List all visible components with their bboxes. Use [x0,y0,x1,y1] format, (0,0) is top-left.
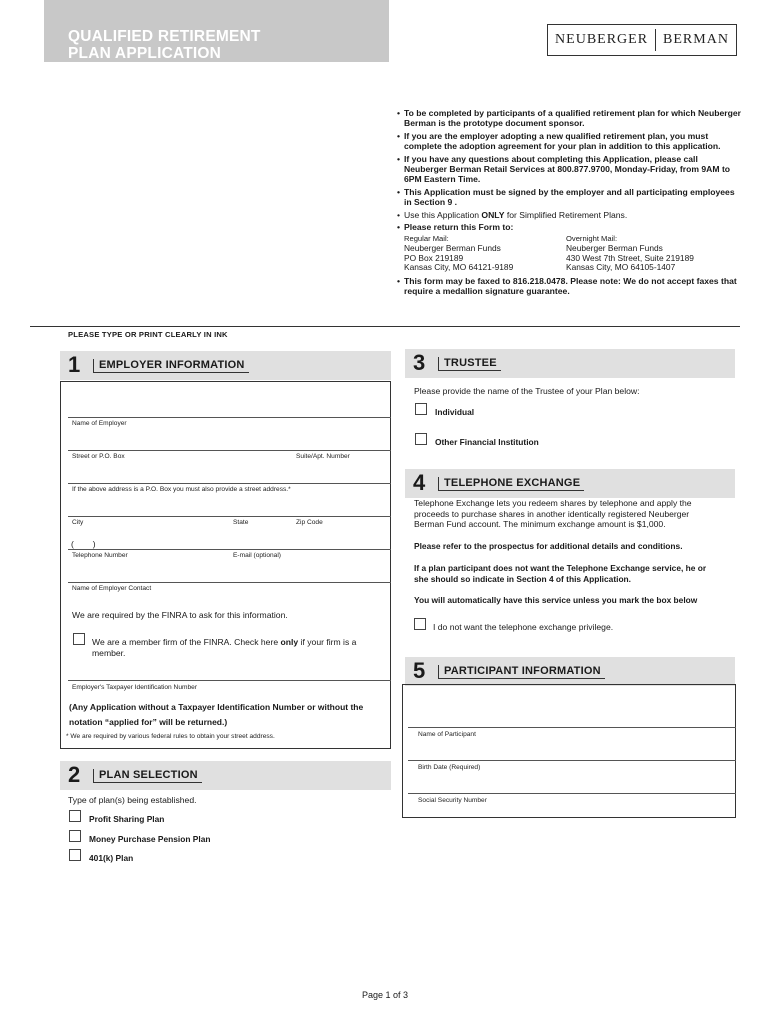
field-label: State [233,519,249,526]
address-label: Regular Mail: [404,234,449,244]
participant-name-field[interactable] [408,727,736,728]
address-line: Neuberger Berman Funds [404,243,501,254]
plan-type-intro: Type of plan(s) being established. [68,795,197,805]
phone-email-field[interactable] [68,549,391,550]
address-line: Kansas City, MO 64105-1407 [566,262,676,273]
section-title: TELEPHONE EXCHANGE [438,477,584,491]
instruction-item: • This Application must be signed by the employer and all participating employees in Section 9 . [397,187,742,208]
logo-right-word: BERMAN [663,32,729,47]
ssn-field[interactable] [408,793,736,794]
instruction-emphasis: ONLY [481,209,505,220]
city-state-zip-field[interactable] [68,516,391,517]
field-label: Name of Employer [72,420,127,427]
employer-info-box [60,381,391,749]
street-address-field[interactable] [68,483,391,484]
logo-separator [655,29,656,51]
section-1-header [60,351,391,380]
instructions-list [397,108,742,299]
section-title: PARTICIPANT INFORMATION [438,665,605,679]
tin-warning: (Any Application without a Taxpayer Identification Number or without the notation “applied for” will be returned.) [69,702,364,727]
address-line: 430 West 7th Street, Suite 219189 [566,252,694,263]
section-number: 5 [413,658,426,683]
field-label: Telephone Number [72,552,128,559]
section-number: 3 [413,350,426,375]
label-text: if your firm is a member. [92,637,357,658]
decline-exchange-checkbox[interactable] [414,618,426,630]
instruction-item: • If you are the employer adopting a new qualified retirement plan, you must complete the adoption agreement for your plan in addition to this application. [397,131,742,152]
option-label: 401(k) Plan [89,853,134,863]
address-footnote: * We are required by various federal rules to obtain your street address. [66,733,275,740]
field-label: Suite/Apt. Number [296,453,350,460]
instruction-item: • This form may be faxed to 816.218.0478. Please note: We do not accept faxes that require a medallion signature guarantee. [397,276,742,297]
field-label: E-mail (optional) [233,552,282,559]
divider [30,326,740,327]
field-label: Name of Employer Contact [72,585,152,592]
option-label: Other Financial Institution [435,437,539,447]
individual-checkbox[interactable] [415,403,427,415]
field-label: City [72,519,84,526]
form-title [68,28,261,62]
street-field[interactable] [68,450,391,451]
address-label: Overnight Mail: [566,234,618,244]
section-title: PLAN SELECTION [93,769,202,783]
section-title: EMPLOYER INFORMATION [93,359,249,373]
section-number: 2 [68,762,81,787]
field-label: Birth Date (Required) [418,764,481,771]
section-4-header [405,469,735,498]
print-clearly-notice: PLEASE TYPE OR PRINT CLEARLY IN INK [68,330,228,339]
employer-contact-field[interactable] [68,582,391,583]
401k-checkbox[interactable] [69,849,81,861]
field-label: Name of Participant [418,731,476,738]
field-label: Street or P.O. Box [72,453,125,460]
birth-date-field[interactable] [408,760,736,761]
option-label: Money Purchase Pension Plan [89,834,211,844]
field-label: If the above address is a P.O. Box you must also provide a street address.* [72,486,291,493]
instruction-item [397,210,742,220]
instruction-item: • To be completed by participants of a qualified retirement plan for which Neuberger Berman is the prototype document sponsor. [397,108,742,129]
exchange-optout-note: If a plan participant does not want the Telephone Exchange service, he or she should so indicate in Section 4 of this Application. [414,563,707,584]
page-number: Page 1 of 3 [361,990,409,1000]
logo-left-word: NEUBERGER [555,32,649,47]
section-number: 1 [68,352,81,377]
finra-notice: We are required by the FINRA to ask for this information. [72,610,288,620]
exchange-default-note: You will automatically have this service unless you mark the box below [414,595,698,605]
form-title-line2: PLAN APPLICATION [68,45,222,62]
decline-exchange-label: I do not want the telephone exchange privilege. [433,622,614,632]
company-logo [547,24,737,56]
instruction-item: • Please return this Form to: [397,222,742,232]
tin-field[interactable] [68,680,391,681]
address-line: Neuberger Berman Funds [566,243,663,254]
section-number: 4 [413,470,426,495]
mailing-addresses [397,234,742,272]
employer-name-field[interactable] [68,417,391,418]
profit-sharing-checkbox[interactable] [69,810,81,822]
form-title-line1: QUALIFIED RETIREMENT [68,28,261,45]
label-emphasis: only [280,637,299,647]
instruction-text: for Simplified Retirement Plans. [504,209,628,220]
field-label: Zip Code [296,519,323,526]
instruction-item: • If you have any questions about completing this Application, please call Neuberger Berman Retail Services at 800.877.9700, Monday-Friday, from 9AM to 6PM Eastern Time. [397,154,742,185]
section-3-header [405,349,735,378]
option-label: Individual [435,407,475,417]
regular-mail-address [404,234,566,272]
exchange-description: Telephone Exchange lets you redeem shares by telephone and apply the proceeds to purchase shares in another identically registered Neuberger Berman Fund account. The minimum exchange amount is $1,000. [414,498,692,530]
instruction-text: Use this Application [404,209,482,220]
overnight-mail-address [566,234,728,272]
trustee-intro: Please provide the name of the Trustee of your Plan below: [414,386,640,396]
phone-area-code: ( ) [71,539,96,549]
finra-member-checkbox[interactable] [73,633,85,645]
field-label: Social Security Number [418,797,487,804]
address-line: Kansas City, MO 64121-9189 [404,262,514,273]
exchange-prospectus-note: Please refer to the prospectus for additional details and conditions. [414,541,683,551]
section-title: TRUSTEE [438,357,501,371]
field-label: Employer's Taxpayer Identification Number [72,684,198,691]
section-5-header [405,657,735,686]
section-2-header [60,761,391,790]
label-text: We are a member firm of the FINRA. Check here [92,637,281,647]
finra-checkbox-label [92,637,367,659]
option-label: Profit Sharing Plan [89,814,165,824]
financial-institution-checkbox[interactable] [415,433,427,445]
address-line: PO Box 219189 [404,252,464,263]
money-purchase-checkbox[interactable] [69,830,81,842]
